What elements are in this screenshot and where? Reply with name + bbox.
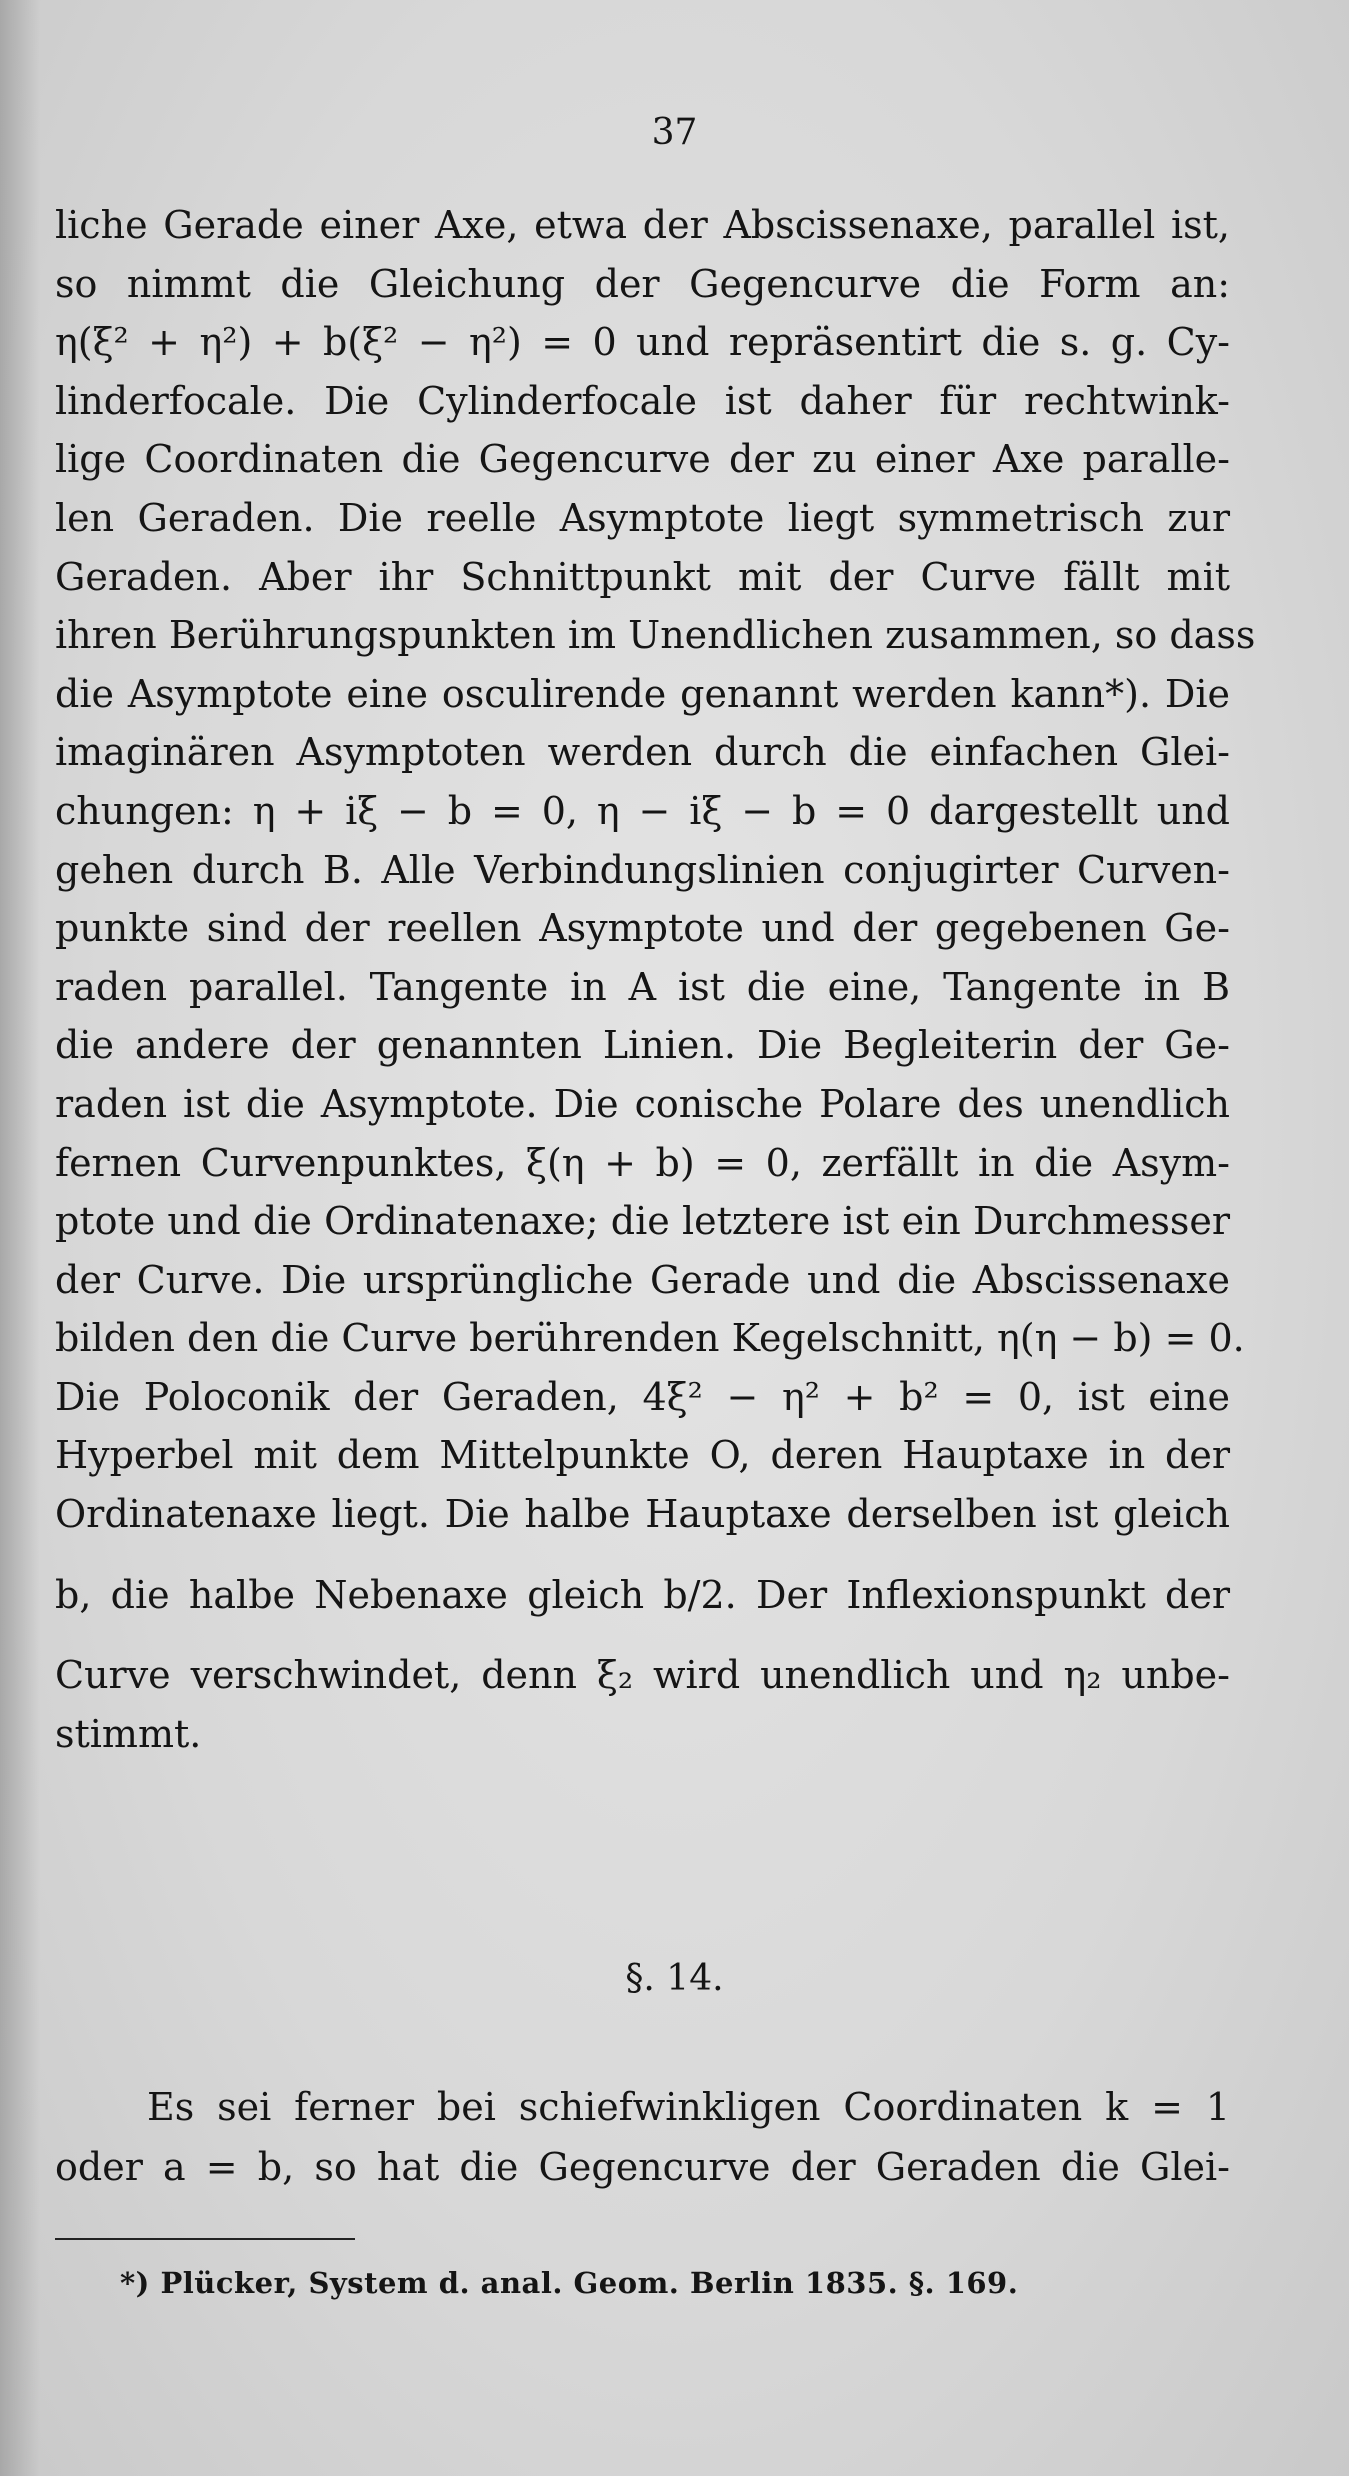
text-line: so nimmt die Gleichung der Gegencurve die Form an: [55,261,1230,306]
text-line: b, die halbe Nebenaxe gleich b/2. Der Inflexionspunkt der [55,1572,1230,1617]
text-line: stimmt. [55,1711,202,1756]
text-line: raden ist die Asymptote. Die conische Polare des unendlich [55,1081,1230,1126]
page-number: 37 [651,112,698,153]
text-line: ptote und die Ordinatenaxe; die letztere ist ein Durchmesser [55,1199,1230,1244]
text-line: Geraden. Aber ihr Schnittpunkt mit der Curve fällt mit [55,554,1230,599]
text-line: die andere der genannten Linien. Die Begleiterin der Ge- [55,1023,1230,1068]
text-line: punkte sind der reellen Asymptote und der gegebenen Ge- [55,906,1230,951]
text-line: chungen: η + iξ − b = 0, η − iξ − b = 0 dargestellt und [55,788,1230,833]
text-line: len Geraden. Die reelle Asymptote liegt symmetrisch zur [55,495,1230,540]
text-line: oder a = b, so hat die Gegencurve der Geraden die Glei- [55,2145,1230,2189]
text-line: die Asymptote eine osculirende genannt werden kann*). Die [55,671,1230,716]
text-line: bilden den die Curve berührenden Kegelschnitt, η(η − b) = 0. [55,1316,1245,1361]
text-line: gehen durch B. Alle Verbindungslinien conjugirter Curven- [55,847,1230,892]
text-line: lige Coordinaten die Gegencurve der zu einer Axe paralle- [55,437,1230,482]
text-line: ihren Berührungspunkten im Unendlichen zusammen, so dass [55,613,1256,658]
page-edge-shadow [0,0,40,2476]
text-line: der Curve. Die ursprüngliche Gerade und die Abscissenaxe [55,1257,1230,1302]
main-paragraph [55,196,1256,1763]
text-line: liche Gerade einer Axe, etwa der Abscissenaxe, parallel ist, [55,203,1230,247]
text-line: fernen Curvenpunktes, ξ(η + b) = 0, zerfällt in die Asym- [55,1140,1230,1185]
text-line: Es sei ferner bei schiefwinkligen Coordinaten k = 1 [147,2085,1230,2129]
text-line: Die Poloconik der Geraden, 4ξ² − η² + b² = 0, ist eine [55,1374,1230,1419]
text-line: raden parallel. Tangente in A ist die eine, Tangente in B [55,964,1230,1009]
text-line: imaginären Asymptoten werden durch die einfachen Glei- [55,730,1230,775]
footnote: *) Plücker, System d. anal. Geom. Berlin 1835. §. 169. [120,2266,1019,2300]
text-line: Ordinatenaxe liegt. Die halbe Hauptaxe derselben ist gleich [55,1492,1230,1537]
section-paragraph [55,2077,1230,2197]
text-line: η(ξ² + η²) + b(ξ² − η²) = 0 und repräsentirt die s. g. Cy- [55,320,1230,365]
text-line: Curve verschwindet, denn ξ₂ wird unendlich und η₂ unbe- [55,1653,1230,1698]
text-line: Hyperbel mit dem Mittelpunkte O, deren Hauptaxe in der [55,1433,1230,1478]
section-heading: §. 14. [625,1958,724,1999]
footnote-divider [55,2238,355,2240]
text-line: linderfocale. Die Cylinderfocale ist daher für rechtwink- [55,378,1230,423]
